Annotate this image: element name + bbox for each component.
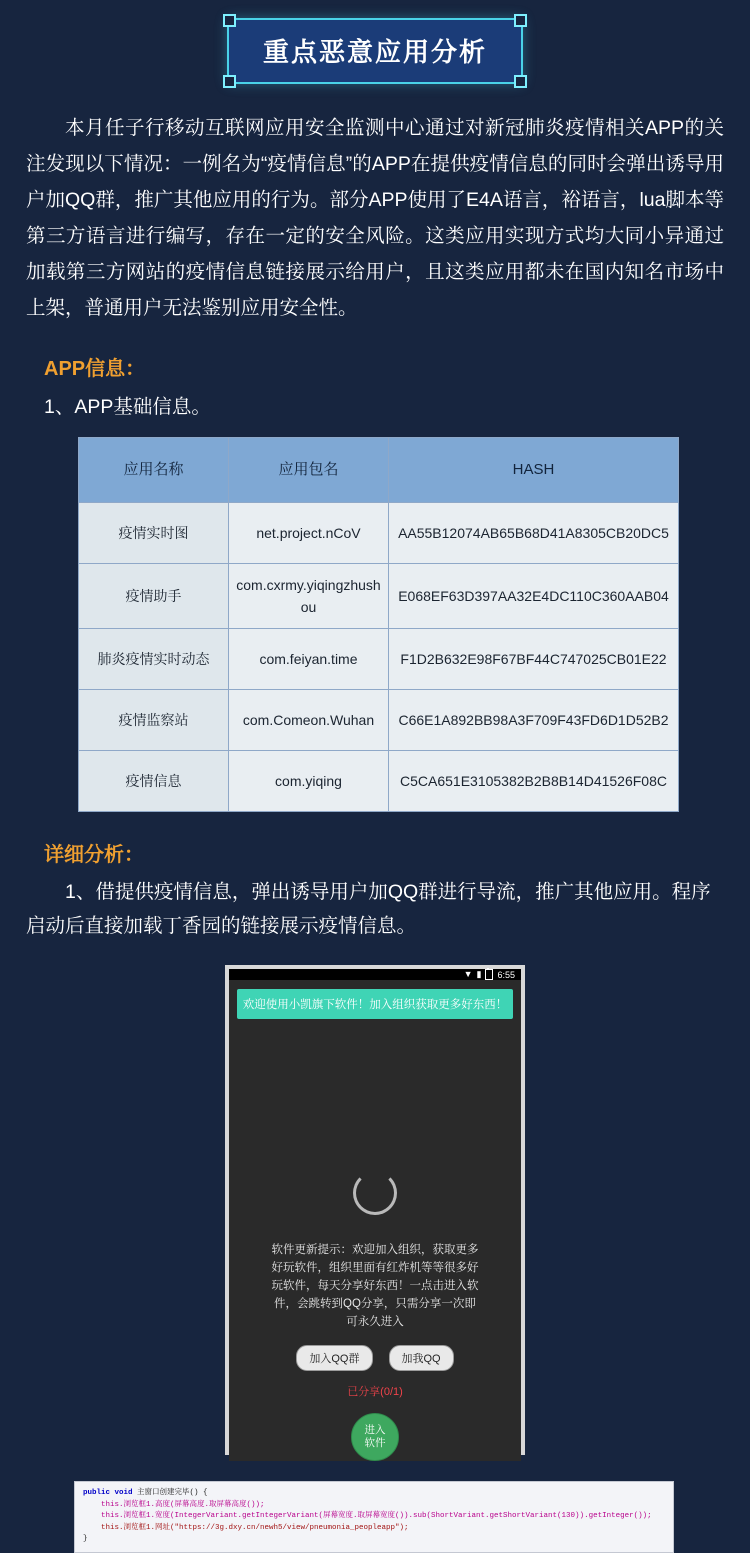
corner-decoration-top-left <box>223 14 236 27</box>
app-table-wrapper <box>78 437 678 812</box>
phone-screenshot-wrapper <box>26 965 724 1455</box>
cell-hash: C5CA651E3105382B2B8B14D41526F08C <box>389 751 679 812</box>
code-line-3: this.浏览框1.宽度(IntegerVariant.getIntegerVariant(屏幕宽度.取屏幕宽度()).sub(ShortVariant.getShortVariant(130)).getInteger()); <box>83 1512 652 1520</box>
detail-paragraph-1: 1、借提供疫情信息，弹出诱导用户加QQ群进行导流，推广其他应用。程序启动后直接加载丁香园的链接展示疫情信息。 <box>26 881 711 937</box>
enter-app-label-line2: 软件 <box>364 1437 386 1449</box>
page-title: 重点恶意应用分析 <box>262 37 487 67</box>
wifi-icon: ▼ <box>463 969 473 979</box>
battery-icon <box>485 969 493 980</box>
cell-hash: C66E1A892BB98A3F709F43FD6D1D52B2 <box>389 690 679 751</box>
code-line-2: this.浏览框1.高度(屏幕高度.取屏幕高度()); <box>83 1500 265 1509</box>
cell-package-name: com.cxrmy.yiqingzhushou <box>229 564 389 629</box>
code-keyword: public void <box>83 1489 133 1497</box>
title-banner-wrapper <box>0 18 750 84</box>
app-info-table <box>78 437 679 812</box>
title-banner <box>227 18 523 84</box>
table-row <box>79 503 679 564</box>
enter-app-label-line1: 进入 <box>364 1424 386 1436</box>
phone-mockup <box>225 965 525 1455</box>
intro-paragraph: 本月任子行移动互联网应用安全监测中心通过对新冠肺炎疫情相关APP的关注发现以下情况：一例名为“疫情信息”的APP在提供疫情信息的同时会弹出诱导用户加QQ群，推广其他应用的行为。部分APP使用了E4A语言，裕语言，lua脚本等第三方语言进行编写，存在一定的安全风险。这类应用实现方式均大同小异通过加载第三方网站的疫情信息链接展示给用户，且这类应用都未在国内知名市场中上架，普通用户无法鉴别应用安全性。 <box>26 117 724 319</box>
cell-app-name: 疫情实时图 <box>79 503 229 564</box>
section-heading-detail-analysis: 详细分析： <box>44 844 144 866</box>
loading-spinner-icon <box>353 1171 397 1215</box>
status-bar-time: 6:55 <box>497 969 515 980</box>
cell-hash: AA55B12074AB65B68D41A8305CB20DC5 <box>389 503 679 564</box>
signal-icon: ▮ <box>476 969 482 979</box>
cell-package-name: com.feiyan.time <box>229 629 389 690</box>
cell-app-name: 疫情信息 <box>79 751 229 812</box>
corner-decoration-bottom-left <box>223 75 236 88</box>
corner-decoration-top-right <box>514 14 527 27</box>
code-line-5: } <box>83 1535 88 1543</box>
section-heading-app-info: APP信息： <box>44 358 146 380</box>
cell-package-name: net.project.nCoV <box>229 503 389 564</box>
cell-package-name: com.yiqing <box>229 751 389 812</box>
table-row <box>79 629 679 690</box>
update-notice-text: 软件更新提示：欢迎加入组织，获取更多好玩软件，组织里面有红炸机等等很多好玩软件，每天分享好东西！一点击进入软件，会跳转到QQ分享，只需分享一次即可永久进入 <box>271 1244 479 1328</box>
column-header-hash: HASH <box>389 438 679 503</box>
content-area <box>0 110 750 1455</box>
code-snippet-block <box>74 1481 674 1553</box>
corner-decoration-bottom-right <box>514 75 527 88</box>
cell-package-name: com.Comeon.Wuhan <box>229 690 389 751</box>
enter-app-button[interactable] <box>351 1413 399 1461</box>
column-header-app-name: 应用名称 <box>79 438 229 503</box>
phone-button-row <box>296 1345 453 1371</box>
phone-content-area <box>229 1019 521 1461</box>
code-line-4: this.浏览框1.网址("https://3g.dxy.cn/newh5/view/pneumonia_peopleapp"); <box>83 1523 409 1532</box>
phone-status-bar <box>229 969 521 980</box>
add-qq-button[interactable]: 加我QQ <box>389 1345 454 1371</box>
cell-app-name: 疫情监察站 <box>79 690 229 751</box>
join-qq-group-button[interactable]: 加入QQ群 <box>296 1345 372 1371</box>
cell-hash: E068EF63D397AA32E4DC110C360AAB04 <box>389 564 679 629</box>
code-line-1-rest: 主窗口创建完毕() { <box>132 1489 208 1497</box>
table-row <box>79 564 679 629</box>
table-row <box>79 751 679 812</box>
subsection-app-basic-info: 1、APP基础信息。 <box>44 396 211 418</box>
cell-app-name: 疫情助手 <box>79 564 229 629</box>
column-header-package-name: 应用包名 <box>229 438 389 503</box>
phone-toast-banner: 欢迎使用小凯旗下软件！加入组织获取更多好东西！ <box>237 989 513 1019</box>
cell-app-name: 肺炎疫情实时动态 <box>79 629 229 690</box>
cell-hash: F1D2B632E98F67BF44C747025CB01E22 <box>389 629 679 690</box>
share-status-text: 已分享(0/1) <box>347 1386 403 1398</box>
table-row <box>79 690 679 751</box>
table-header-row <box>79 438 679 503</box>
